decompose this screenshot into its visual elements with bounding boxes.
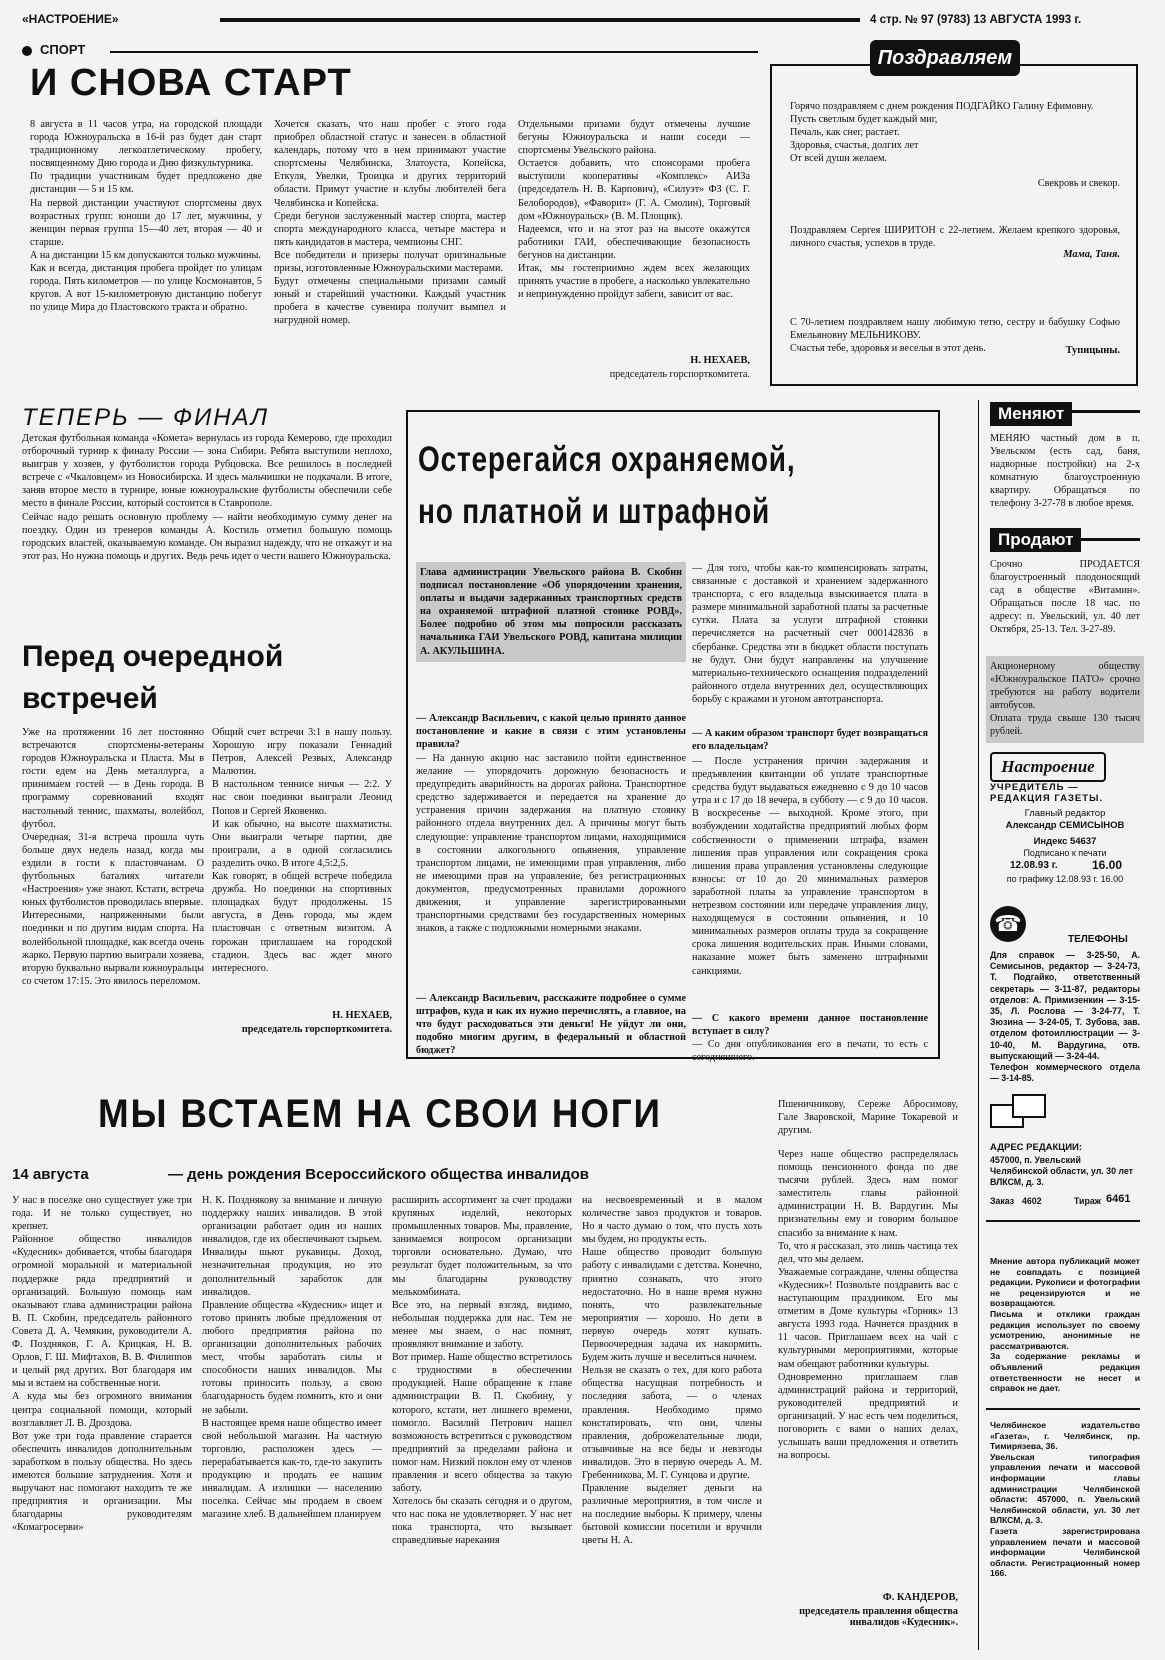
article5-col1: У нас в поселке оно существует уже три года. И не только существует, но крепнет. Районное общество инвалидов «Кудесник» добивается, чтобы благодаря огромной моральной и материальной поддержке ряда предприятий и организаций. Большую помощь нам оказывают глава администрации района В. П. Скобин, председатель районного Совета Д. А. Чемякин, руководители А. Ф. Поздняков, Г. А. Крицкая, Н. В. Орлов, Г. Ш. Мифтахов, В. В. Филиппов и целый ряд других. Вот благодаря им мы и встаем на собственные ноги. А куда мы без огромного внимания центра социальной помощи, который возглавляет Л. В. Дроздова. Вот уже три года правление старается обеспечить инвалидов дополнительным заработком в пользу общества. Но здесь имеются большие затруднения. Хотя и выручают нас помогают находить те же предприятия и организации. Мы благодарны руководителям «Комагросерви» bbox=[12, 1195, 192, 1534]
article4-q1: — Александр Васильевич, с какой целью принято данное постановление и какие в связи с этим установлены правила? bbox=[416, 713, 686, 751]
article4-lead: Глава администрации Увельского района В. Скобин подписал постановление «Об упорядочении хранения, оплаты и выдачи задержанных транспортных средств на охраняемой штрафной платной стоянке РОВД». Более подробно об этом мы попросили рассказать начальника ГАИ Увельского РОВД, капитана милиции А. АКУЛЬШИНА. bbox=[416, 562, 686, 662]
order-number: 4602 bbox=[1022, 1196, 1042, 1206]
swap-title: Меняют bbox=[990, 402, 1072, 426]
imprint-editor-title: Главный редактор bbox=[1024, 808, 1106, 819]
article2-text: Детская футбольная команда «Комета» вернулась из города Кемерово, где проходил отборочный турнир к финалу России — зона Сибири. Ребята выступили неплохо, выиграв у хозяев, у футболистов города Рубцовска. Все решилось в последней встрече с «Чкаловцем» из Новосибирска. И здесь мальчишки не подкачали. В итоге, заняв второе место в турнире, юные южноуральские футболисты обеспечили себе место в финале России, который состоится в Ставрополе. Сейчас надо решать основную проблему — найти необходимую сумму денег на поездку. Один из тренеров команды А. Костиль отметил большую помощь городских властей, оказываемую команде. Он выразил надежду, что не откажут и на этот раз. Но нужна помощь и других. Ведь речь идет о чести нашего Южноуральска. bbox=[22, 433, 392, 562]
section-rule bbox=[110, 51, 758, 53]
article4-q2: — Александр Васильевич, расскажите подробнее о сумме штрафов, куда и как их нужно перечислять, а главное, на что будут расходоваться эти деньги! Не уйдут ли они, подобно многим другим, в федеральный и областной бюджет? bbox=[416, 993, 686, 1057]
article4-a4: — Со дня опубликования его в печати, то есть с сегодняшнего. bbox=[692, 1039, 928, 1064]
article5-top-right: Пшеничникову, Сереже Абросимову, Гале Зваровской, Марине Токаревой и другим. bbox=[778, 1099, 958, 1137]
congrats-block2: Поздравляем Сергея ШИРИТОН с 22-летием. Желаем крепкого здоровья, личного счастья, успехов в труде. bbox=[790, 225, 1120, 250]
article1-col1: 8 августа в 11 часов утра, на городской площади города Южноуральска в 16-й раз будет дан старт традиционному легкоатлетическому пробегу, посвященному Дню города и Дню физкультурника. По традиции участникам будет предложено две дистанции — 5 и 15 км. На первой дистанции участвуют спортсмены двух возрастных групп: юноши до 17 лет, мужчины, у женщин первая группа 15—40 лет, вторая — 40 и старше. А на дистанции 15 км допускаются только мужчины. Как и всегда, дистанция пробега пройдет по улицам города. Пять километров — по улице Космонавтов, 5 кругов. А вот 15-километровую дистанцию побегут по улице Мира до Пластовского тракта и обратно. bbox=[30, 119, 262, 314]
article4-q4: — С какого времени данное постановление вступает в силу? bbox=[692, 1013, 928, 1038]
article5-date: 14 августа bbox=[12, 1166, 89, 1183]
imprint-editor-name: Александр СЕМИСЫНОВ bbox=[1005, 820, 1125, 831]
article1-col3: Отдельными призами будут отмечены лучшие бегуны Южноуральска и наши соседи — спортсмены Увельского района. Остается добавить, что спонсорами пробега выступили кооперативы «Комплекс» АИЗа (председатель Н. В. Карпович), «Силуэт» ФЗ (С. Г. Белобородов), «Фаворит» (Г. А. Смолин), Торговый дом «Южноуральск» (В. М. Площик). Надеемся, что и на этот раз на высоте окажутся работники ГАИ, обеспечивающие безопасность бегунов на дистанции. Итак, мы гостеприимно ждем всех желающих принять участие в пробеге, а насколько увлекательно и непринужденно пройдут забеги, зависит от вас. bbox=[518, 119, 750, 301]
article3-signature: Н. НЕХАЕВ, bbox=[332, 1010, 392, 1021]
circulation-number: 6461 bbox=[1106, 1193, 1131, 1205]
imprint-signed-time: 16.00 bbox=[1092, 858, 1123, 872]
congrats-block3: С 70-летием поздравляем нашу любимую тетю, сестру и бабушку Софью Емельяновну МЕЛЬНИКОВУ. Счастья тебе, здоровья и веселья в этот день. bbox=[790, 317, 1120, 355]
congrats-block1: Горячо поздравляем с днем рождения ПОДГАЙКО Галину Ефимовну. Пусть светлым будет каждый миг, Печаль, как снег, растает. Здоровья, счастья, долгих лет От всей души желаем. bbox=[790, 101, 1094, 165]
address-title: АДРЕС РЕДАКЦИИ: bbox=[990, 1142, 1083, 1153]
congrats-sign2: Мама, Таня. bbox=[1063, 249, 1120, 260]
article1-col2: Хочется сказать, что наш пробег с этого года приобрел областной статус и занесен в областной календарь, потому что в нем принимают участие спортсмены Челябинска, Златоуста, Копейска, Еткуля, Увелки, Троицка и других территорий области. Примут участие и клубы любителей бега Челябинска и Копейска. Среди бегунов заслуженный мастер спорта, мастер спорта международного класса, четыре мастера и пять кандидатов в мастера, чемпионы СНГ. Все победители и призеры получат оригинальные призы, изготовленные Южноуральскими мастерами. Будут отмечены специальными призами самый юный и старейший участники. Каждый участник пробега в качестве сувенира получит вымпел и нагрудной номер. bbox=[274, 119, 506, 327]
phones-title: ТЕЛЕФОНЫ bbox=[1068, 934, 1128, 945]
issue-info: 4 стр. № 97 (9783) 13 АВГУСТА 1993 г. bbox=[870, 14, 1082, 26]
imprint-rule bbox=[986, 1220, 1140, 1222]
section-label: СПОРТ bbox=[40, 42, 86, 57]
article3-headline-line1: Перед очередной bbox=[22, 640, 284, 673]
article5-col5: Через наше общество распределялась помощь пенсионного фонда по две тысячи рублей. Здесь нам помог заместитель главы районной администрации Н. В. Вардугин. Мы признательны ему и говорим большое спасибо за внимание к нам. То, что я рассказал, это лишь частица тех дел, что мы делаем. Уважаемые сограждане, члены общества «Кудесник»! Позвольте поздравить вас с наступающим праздником. Его мы отметим в Доме культуры «Горняк» 13 августа 1993 года. Начнется праздник в 11 часов. Приглашаем всех на чай с культурными мероприятиями, которые нам обещают работники культуры. Одновременно приглашаем глав администраций района и территорий, руководителей предприятий и организаций. У нас есть чем поделиться, поговорить с вами о наших делах, услышать ваши предложения и ответить на вопросы. bbox=[778, 1149, 958, 1462]
article5-col2: Н. К. Позднякову за внимание и личную поддержку наших инвалидов. В этой организации работает один из наших инвалидов, где их обеспечивают сырьем. Инвалиды шьют рукавицы. Доход, незначительная продукция, но это дополнительный заработок для инвалидов. Правление общества «Кудесник» ищет и готово принять любые предложения от любого предприятия района по организации дополнительных рабочих мест, чтобы заработать силы и способности наших инвалидов. Мы готовы приносить пользу, а свою благодарность будем помнить, кто и они не забыли. В настоящее время наше общество имеет свой небольшой магазин. На частную торговлю, расположен здесь — перерабатывается как-то, где-то закупить продукцию и продать ее нашим инвалидам. А излишки — населению поселка. Сейчас мы продаем в своем магазине хлеб. В дальнейшем планируем bbox=[202, 1195, 382, 1521]
disclaimer: Мнение автора публикаций может не совпадать с позицией редакции. Рукописи и фотографии не рецензируются и не возвращаются. Письма и отклики граждан редакция использует по своему усмотрению, анонимные не рассматриваются. За содержание рекламы и объявлений редакция ответственности не несет и справок не дает. bbox=[990, 1256, 1140, 1394]
circulation-label: Тираж bbox=[1074, 1196, 1101, 1206]
column-divider bbox=[978, 400, 979, 1650]
article5-col3: расширить ассортимент за счет продажи крупяных изделий, некоторых промышленных товаров. Мы, правление, занимаемся вопросом организации торговли основательно. Думаю, что результат будет положительным, за что мы благодарны руководству мелькомбината. Все это, на первый взгляд, видимо, небольшая поддержка для нас. Тем не менее мы знаем, о нас помнят, проявляют внимание и заботу. Вот пример. Наше общество встретилось с трудностями в обеспечении продукцией. Наше обращение к главе администрации В. П. Скобину, у которого, кстати, нет лишнего времени, помогло. Василий Петрович нашел возможность встретиться с руководством предприятий за пределами района и помог нам. Низкий поклон ему от членов правления и всего общества за такую заботу. Хотелось бы сказать сегодня и о другом, что нас пока не удовлетворяет. У нас нет пока транспорта, что вызывает справедливые нарекания bbox=[392, 1195, 572, 1547]
article5-signature-role: председатель правления общества инвалидов «Кудесник». bbox=[799, 1606, 958, 1628]
printer-info: Челябинское издательство «Газета», г. Челябинск, пр. Тимирязева, 36. Увельская типография управления печати и массовой информации главы администрации Челябинской области: 457000, п. Увельский Челябинской области, ул. 30 лет ВЛКСМ, д. 3. Газета зарегистрирована управлением печати и массовой информации Челябинской области. Регистрационный номер 166. bbox=[990, 1420, 1140, 1579]
imprint-rule-2 bbox=[986, 1408, 1140, 1410]
order-label: Заказ bbox=[990, 1196, 1015, 1206]
article5-subhead: — день рождения Всероссийского общества инвалидов bbox=[168, 1166, 590, 1183]
imprint-founder: УЧРЕДИТЕЛЬ — РЕДАКЦИЯ ГАЗЕТЫ. bbox=[990, 782, 1104, 804]
paper-name: «НАСТРОЕНИЕ» bbox=[22, 12, 119, 26]
article4-headline-line1: Остерегайся охраняемой, bbox=[418, 440, 796, 479]
article1-signature: Н. НЕХАЕВ, bbox=[690, 355, 750, 366]
phones-list: Для справок — 3-25-50, А. Семисынов, редактор — 3-24-73, Т. Подгайко, ответственный секретарь — 3-11-87, редакторы отделов: А. Примизенкин — 3-15-35, Л. Рослова — 3-24-77, Т. Зюзина — 3-24-05, Т. Зубова, зав. отделом фотоиллюстрации — 3-10-40, М. Вардугина, отв. выпускающий — 3-24-44. Телефон коммерческого отдела — 3-14-85. bbox=[990, 950, 1140, 1084]
imprint-index: Индекс 54637 bbox=[1033, 836, 1097, 847]
article5-col4: на несвоевременный и в малом количестве завоз продуктов и товаров. Но я часто думаю о том, что пусть хоть мы будем, но продукты есть. Наше общество проводит большую работу с инвалидами с детства. Конечно, приятно сознавать, что этого недостаточно. Но в наше время нужно понять, что развлекательные мероприятия — хорошо. Но дети в первую очередь хотят кушать. Первоочередная задача их накормить. Будем жить лучше и веселиться начнем. Нельзя не сказать о тех, для кого работа общества насущная потребность и последняя забота, — о членах правления. Необходимо прямо констатировать, что они, члены правления, доброжелательные люди, отзывчивые на все беды и невзгоды инвалидов. Это в первую очередь А. М. Гребенникова, М. Г. Сунцова и другие. Правление выделяет деньги на различные мероприятия, в том числе и на последние выборы. К примеру, члены бытовой комиссии посетили и вручили цветы Н. А. bbox=[582, 1195, 762, 1547]
swap-text: МЕНЯЮ частный дом в п. Увельском (есть сад, баня, надворные постройки) на 2-х комнатную благоустроенную квартиру. Обращаться по телефону 3-27-78 в любое время. bbox=[990, 433, 1140, 510]
imprint-schedule: по графику 12.08.93 г. 16.00 bbox=[1006, 874, 1124, 884]
article3-col1: Уже на протяжении 16 лет постоянно встречаются спортсмены-ветераны городов Южноуральска и Пласта. Мы в гости едем на День металлурга, а принимаем гостей — в День города. В программу соревнований входят настольный теннис, шахматы, волейбол, футбол. Очередная, 31-я встреча прошла чуть больше двух недель назад, когда мы ездили в гости к пластовчанам. О футбольных баталиях читатели «Настроения» уже знают. Кстати, встреча юных футболистов проводилась впервые. Интересными, напряженными были поединки и по другим видам спорта. На волейбольной площадке, как всегда очень жарко. Первую партию выиграли хозяева, вторую буквально вырвали южноуральцы со счетом 17:15. Это явилось переломом. bbox=[22, 727, 204, 987]
congrats-banner: Поздравляем bbox=[870, 40, 1020, 76]
article4-q3: — А каким образом транспорт будет возвращаться его владельцам? bbox=[692, 728, 928, 753]
telephone-icon: ☎ bbox=[990, 906, 1026, 942]
imprint-signed: Подписано к печати bbox=[1023, 848, 1107, 858]
article4-a1: — На данную акцию нас заставило пойти единственное желание — упорядочить дорожную безопасность и предупредить аварийность на дорогах района. Транспортное средство задерживается и передается на хранение до устранения причин задержания на платную стоянку районного отдела внутренних дел. А причины могут быть следующие: управление транспортом лицами, находящимися в состоянии алкогольного опьянения, управление транспортом лицами, не имеющими прав управления, либо не имеющими прав на управление, без регистрационных документов, предусмотренных правилами дорожного движения, и управление зарегистрированными транспортными средствами без государственных номерных знаков, а также с подложными номерными знаками. bbox=[416, 753, 686, 935]
address-text: 457000, п. Увельский Челябинской области, ул. 30 лет ВЛКСМ, д. 3. bbox=[990, 1155, 1133, 1187]
envelope-icon bbox=[1012, 1094, 1046, 1118]
article3-signature-role: председатель горспорткомитета. bbox=[241, 1024, 392, 1035]
article1-signature-role: председатель горспорткомитета. bbox=[609, 369, 750, 380]
masthead-rule bbox=[220, 18, 860, 22]
imprint-signed-date: 12.08.93 г. bbox=[1010, 860, 1058, 871]
article5-signature: Ф. КАНДЕРОВ, bbox=[882, 1592, 958, 1603]
imprint-logo: Настроение bbox=[990, 752, 1106, 782]
article1-headline: И СНОВА СТАРТ bbox=[30, 62, 352, 104]
article4-a3: — После устранения причин задержания и предъявления квитанции об уплате транспортные средства будут выдаваться ежедневно с 9 до 10 часов утра и с 17 до 18 вечера, в субботу — с 9 до 10 часов. В воскресенье — выходной. Кроме этого, при возбуждении ходатайства предприятий любых форм собственности о применении штрафа, взамен лишения прав управления или сокращения срока лишения права управления установлены следующие взносы: от 10 до 20 минимальных размеров заработной платы за управление транспортом в нетрезвом состоянии или передаче управления лицу, находящемуся в состоянии опьянения, и 10 минимальных размеров оплаты труда за сокращение срока лишения водительских прав. Иными словами, наказание может быть заменено штрафными санкциями. bbox=[692, 756, 928, 977]
congrats-sign1: Свекровь и свекор. bbox=[1037, 178, 1120, 189]
article3-col2: Общий счет встречи 3:1 в нашу пользу. Хорошую игру показали Геннадий Петров, Алексей Резвых, Александр Малютин. В настольном теннисе ничья — 2:2. У нас свои поединки выиграли Леонид Попов и Сергей Яковенко. И как обычно, на высоте шахматисты. Они выиграли четыре партии, две проиграли, а в одной согласились разделить очко. В итоге 4,5:2,5. Как говорят, в общей встрече победила дружба. Но поединки на спортивных площадках будут продолжены. 15 августа, в День города, мы ждем пластовчан с ответным визитом. А горожан приглашаем на городской стадион. Здесь вас ждет много интересного. bbox=[212, 727, 392, 974]
congrats-sign3: Тупицыны. bbox=[1065, 345, 1120, 356]
article4-headline-line2: но платной и штрафной bbox=[418, 492, 771, 531]
article4-a2: — Для того, чтобы как-то компенсировать затраты, связанные с доставкой и хранением задержанного транспорта, с его владельца взыскивается плата в размере минимальной заработной платы за расчетные сутки. Плата за услуги штрафной стоянки перечисляется на расчетный счет 000142836 в сбербанке. Средства эти в бюджет области поступать не будут. Они будут направлены на улучшение материально-технического оснащения подразделений районного отдела внутренних дел, осуществляющих борьбу с кражами и угоном автотранспорта. bbox=[692, 563, 928, 705]
sale-text: Срочно ПРОДАЕТСЯ благоустроенный плодоносящий сад в обществе «Витамин». Обращаться после 18 час. по адресу: п. Увельский, ул. 40 лет Октября, 25-13. Тел. 3-27-89. bbox=[990, 559, 1140, 636]
bullet-icon bbox=[22, 46, 32, 56]
article3-headline-line2: встречей bbox=[22, 682, 158, 715]
article5-headline: МЫ ВСТАЕМ НА СВОИ НОГИ bbox=[98, 1092, 662, 1136]
article2-headline: ТЕПЕРЬ — ФИНАЛ bbox=[22, 404, 270, 431]
job-ad: Акционерному обществу «Южноуральское ПАТО» срочно требуются на работу водители автобусов. Оплата труда свыше 130 тысяч рублей. bbox=[986, 656, 1144, 743]
sale-title: Продают bbox=[990, 528, 1081, 552]
